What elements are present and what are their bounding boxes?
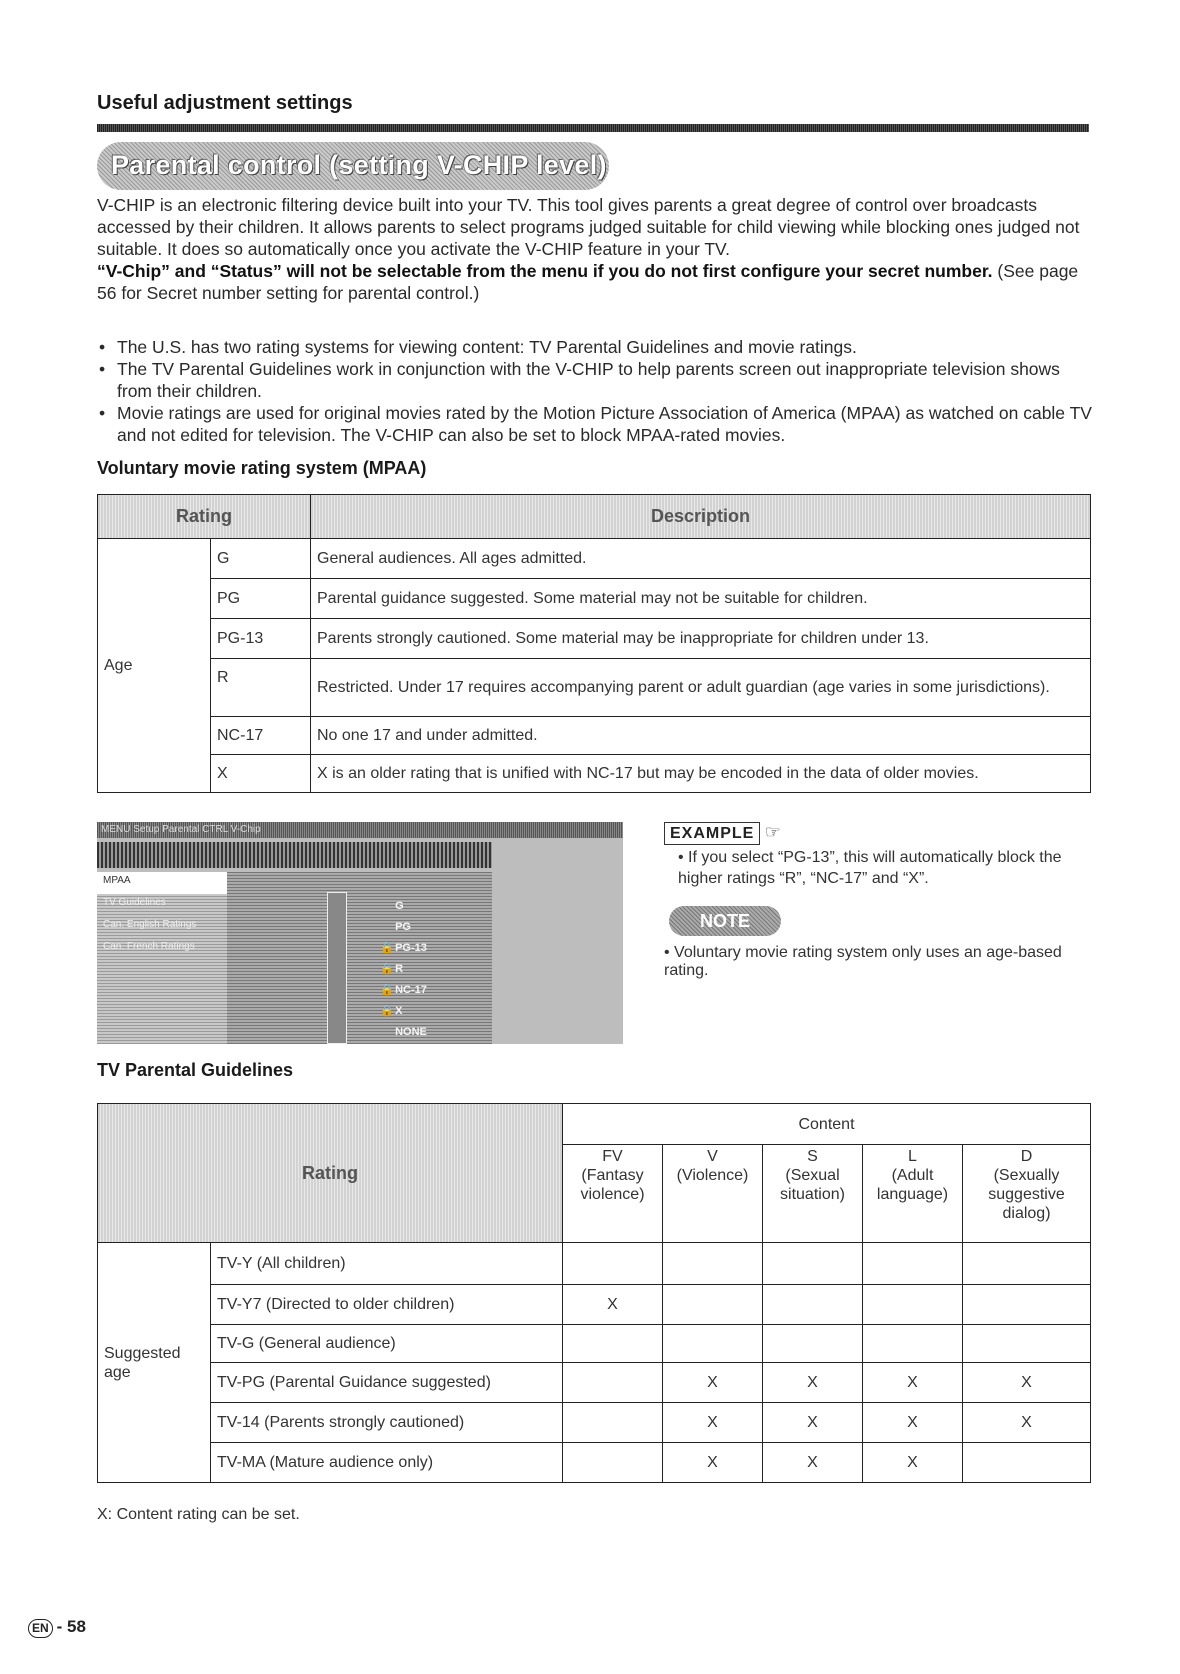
rating-slider[interactable] xyxy=(327,892,347,1044)
rating-description: General audiences. All ages admitted. xyxy=(311,539,1091,579)
menu-item-mpaa[interactable]: MPAA xyxy=(97,872,227,894)
menu-item-tv-guidelines[interactable]: TV Guidelines xyxy=(103,897,166,908)
tv-guidelines-table xyxy=(97,1103,1091,1483)
intro-text: V-CHIP is an electronic filtering device built into your TV. This tool gives parents a great degree of control over broadcasts accessed by their children. It allows parents to select programs judged suitable for child viewing while blocking ones judged not suitable. It does so automatically once you activate the V-CHIP feature in your TV. xyxy=(97,195,1080,259)
content-cell xyxy=(763,1285,863,1325)
rating-code: NC-17 xyxy=(211,717,311,755)
tv-rating-label: TV-MA (Mature audience only) xyxy=(211,1443,563,1483)
table-row xyxy=(98,717,1091,755)
rating-options xyxy=(380,896,427,1043)
list-item: • Movie ratings are used for original movies rated by the Motion Picture Association of America (MPAA) as watched on cable TV and not edited for television. The V-CHIP can also be set to block MPAA-rated movies. xyxy=(97,402,1092,446)
hand-pointer-icon: ☞ xyxy=(764,822,781,842)
content-cell: X xyxy=(963,1363,1091,1403)
rating-option[interactable]: PG xyxy=(395,921,411,933)
column-header-rating: Rating xyxy=(98,495,311,539)
intro-paragraph xyxy=(97,194,1087,304)
rating-option[interactable]: 🔒 X xyxy=(380,1001,427,1022)
list-item: • The TV Parental Guidelines work in conjunction with the V-CHIP to help parents screen out inappropriate television shows from their children. xyxy=(97,358,1092,402)
table-row xyxy=(98,579,1091,619)
tv-rating-label: TV-14 (Parents strongly cautioned) xyxy=(211,1403,563,1443)
content-cell: X xyxy=(963,1403,1091,1443)
content-cell xyxy=(963,1285,1091,1325)
table-header-row xyxy=(98,1104,1091,1145)
rating-option[interactable]: 🔒 NC-17 xyxy=(380,980,427,1001)
table-row xyxy=(98,1325,1091,1363)
content-cell: X xyxy=(863,1403,963,1443)
tv-rating-label: TV-PG (Parental Guidance suggested) xyxy=(211,1363,563,1403)
title-rule xyxy=(97,124,1089,132)
content-cell xyxy=(963,1443,1091,1483)
example-box xyxy=(664,822,1094,889)
table-row xyxy=(98,539,1091,579)
content-cell: X xyxy=(863,1443,963,1483)
table-row xyxy=(98,1285,1091,1325)
content-cell xyxy=(763,1243,863,1285)
lock-icon: 🔒 xyxy=(380,963,394,975)
rating-code: PG-13 xyxy=(211,619,311,659)
page-title-banner xyxy=(97,142,609,190)
rating-option[interactable]: NONE xyxy=(395,1026,427,1038)
content-cell: X xyxy=(863,1363,963,1403)
vchip-screen-illustration xyxy=(97,822,623,1044)
rating-description: X is an older rating that is unified with NC-17 but may be encoded in the data of older movies. xyxy=(311,755,1091,793)
content-cell xyxy=(563,1363,663,1403)
content-col-v: V (Violence) xyxy=(663,1145,763,1243)
bullet-list xyxy=(97,336,1092,446)
rating-panel xyxy=(227,872,492,1044)
menu-item-can-english[interactable]: Can. English Ratings xyxy=(103,919,197,930)
rating-option[interactable]: 🔒 R xyxy=(380,959,427,980)
lock-icon: 🔒 xyxy=(380,984,394,996)
rating-description: Parents strongly cautioned. Some material may be inappropriate for children under 13. xyxy=(311,619,1091,659)
table-row xyxy=(98,1243,1091,1285)
tv-rating-label: TV-Y (All children) xyxy=(211,1243,563,1285)
rating-option[interactable]: 🔒 PG-13 xyxy=(380,938,427,959)
content-cell xyxy=(963,1243,1091,1285)
content-cell xyxy=(563,1403,663,1443)
table-header-row xyxy=(98,495,1091,539)
column-header-rating: Rating xyxy=(98,1104,563,1243)
page-number: EN - 58 xyxy=(28,1617,86,1638)
footnote: X: Content rating can be set. xyxy=(97,1506,300,1523)
example-text: • If you select “PG-13”, this will automatically block the higher ratings “R”, “NC-17” and “X”. xyxy=(678,849,1062,887)
note-text: • Voluntary movie rating system only uses an age-based rating. xyxy=(664,944,1062,979)
intro-warning: “V-Chip” and “Status” will not be selectable from the menu if you do not first configure your secret number. xyxy=(97,261,993,281)
menu-breadcrumb: MENU Setup Parental CTRL V-Chip xyxy=(97,822,623,838)
rating-description: Restricted. Under 17 requires accompanying parent or adult guardian (age varies in some jurisdictions). xyxy=(311,659,1091,717)
content-col-fv: FV (Fantasy violence) xyxy=(563,1145,663,1243)
lock-icon: 🔒 xyxy=(380,942,394,954)
example-badge: EXAMPLE xyxy=(664,822,760,845)
table-row xyxy=(98,755,1091,793)
group-cell-age: Age xyxy=(98,539,211,793)
content-cell xyxy=(963,1325,1091,1363)
content-cell: X xyxy=(563,1285,663,1325)
page-title: Parental control (setting V-CHIP level) xyxy=(111,150,607,180)
note-badge: NOTE xyxy=(669,906,781,936)
content-col-d: D (Sexually suggestive dialog) xyxy=(963,1145,1091,1243)
table-row xyxy=(98,659,1091,717)
content-cell: X xyxy=(663,1443,763,1483)
menu-tabs xyxy=(97,842,492,868)
content-cell xyxy=(663,1243,763,1285)
content-cell xyxy=(863,1285,963,1325)
mpaa-heading: Voluntary movie rating system (MPAA) xyxy=(97,458,427,478)
content-cell: X xyxy=(763,1363,863,1403)
content-cell: X xyxy=(663,1403,763,1443)
content-cell: X xyxy=(663,1363,763,1403)
language-badge: EN xyxy=(28,1619,53,1638)
table-row xyxy=(98,1363,1091,1403)
content-cell xyxy=(563,1243,663,1285)
section-title: Useful adjustment settings xyxy=(97,92,353,114)
content-cell xyxy=(563,1443,663,1483)
menu-item-can-french[interactable]: Can. French Ratings xyxy=(103,941,195,952)
content-cell: X xyxy=(763,1403,863,1443)
content-cell xyxy=(663,1325,763,1363)
table-row xyxy=(98,1403,1091,1443)
content-cell: X xyxy=(763,1443,863,1483)
content-col-l: L (Adult language) xyxy=(863,1145,963,1243)
tv-rating-label: TV-G (General audience) xyxy=(211,1325,563,1363)
column-header-description: Description xyxy=(311,495,1091,539)
rating-option[interactable]: G xyxy=(395,900,404,912)
tv-guidelines-heading: TV Parental Guidelines xyxy=(97,1060,294,1080)
content-cell xyxy=(863,1243,963,1285)
group-cell-suggested-age: Suggested age xyxy=(98,1243,211,1483)
content-cell xyxy=(663,1285,763,1325)
list-item: • The U.S. has two rating systems for viewing content: TV Parental Guidelines and movie ratings. xyxy=(97,336,1092,358)
rating-code: X xyxy=(211,755,311,793)
table-row xyxy=(98,619,1091,659)
table-row xyxy=(98,1443,1091,1483)
content-cell xyxy=(763,1325,863,1363)
rating-code: PG xyxy=(211,579,311,619)
column-header-content: Content xyxy=(563,1104,1091,1145)
intro-reference: (See page 56 for Secret number setting for parental control.) xyxy=(97,261,1079,303)
rating-code: G xyxy=(211,539,311,579)
vchip-menu-list xyxy=(97,872,227,1044)
mpaa-table xyxy=(97,494,1091,793)
rating-code: R xyxy=(211,659,311,717)
content-cell xyxy=(563,1325,663,1363)
content-col-s: S (Sexual situation) xyxy=(763,1145,863,1243)
rating-description: No one 17 and under admitted. xyxy=(311,717,1091,755)
lock-icon: 🔒 xyxy=(380,1005,394,1017)
rating-description: Parental guidance suggested. Some material may not be suitable for children. xyxy=(311,579,1091,619)
content-cell xyxy=(863,1325,963,1363)
tv-rating-label: TV-Y7 (Directed to older children) xyxy=(211,1285,563,1325)
